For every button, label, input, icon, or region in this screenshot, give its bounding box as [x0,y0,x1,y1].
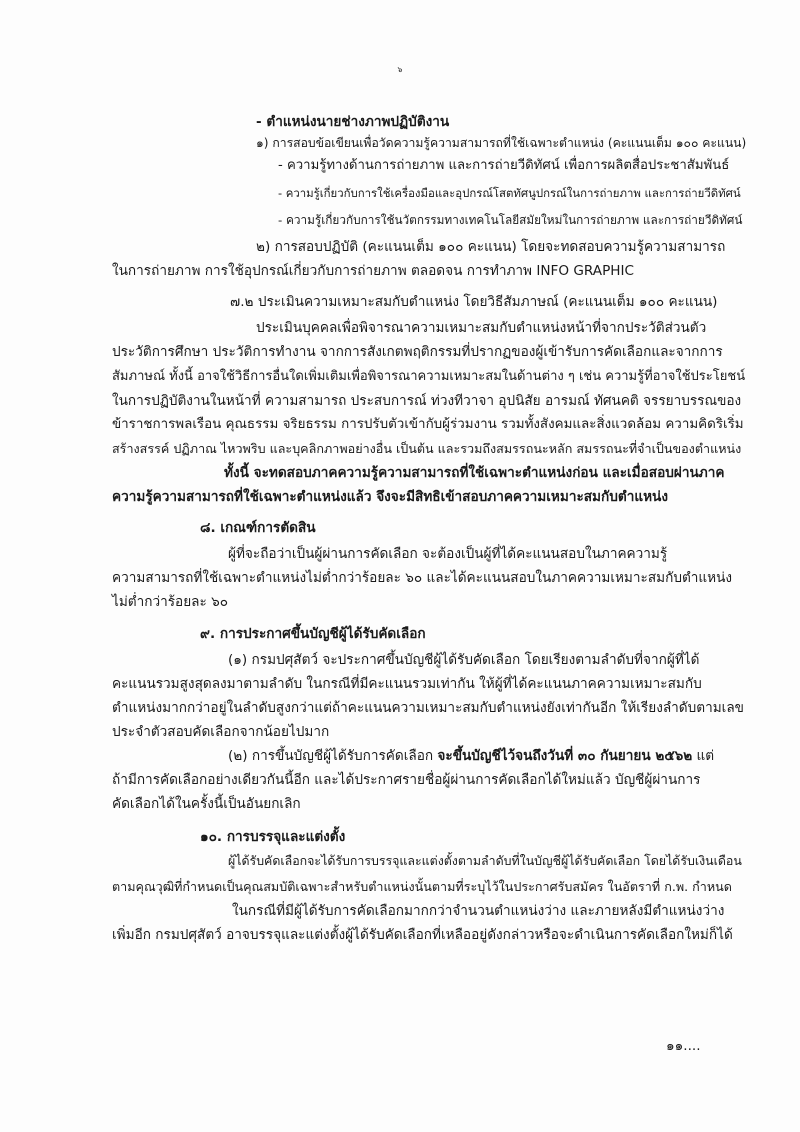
page-number: ๖ [397,65,403,74]
section-7-2-line: ประเมินบุคคลเพื่อพิจารณาความเหมาะสมกับตำแหน่งหน้าที่จากประวัติส่วนตัว [256,320,707,336]
section-7-2-heading: ๗.๒ ประเมินความเหมาะสมกับตำแหน่ง โดยวิธีสัมภาษณ์ (คะแนนเต็ม ๑๐๐ คะแนน) [230,294,718,310]
exam-item-2-line-2: ในการถ่ายภาพ การใช้อุปกรณ์เกี่ยวกับการถ่ายภาพ ตลอดจน การทำภาพ INFO GRAPHIC [112,263,634,279]
section-9-para-1: (๑) กรมปศุสัตว์ จะประกาศขึ้นบัญชีผู้ได้รับคัดเลือก โดยเรียงตามลำดับที่จากผู้ที่ได้ [228,652,700,668]
section-9-para-2-line-1 [228,746,714,766]
exam-sub-1: - ความรู้ทางด้านการถ่ายภาพ และการถ่ายวีดิทัศน์ เพื่อการผลิตสื่อประชาสัมพันธ์ [278,158,730,173]
section-9-para-1: ประจำตัวสอบคัดเลือกจากน้อยไปมาก [112,724,330,740]
section-10-line: ตามคุณวุฒิที่กำหนดเป็นคุณสมบัติเฉพาะสำหรับตำแหน่งนั้นตามที่ระบุไว้ในประกาศรับสมัคร ในอัตราที่ ก.พ. กำหนด [112,879,732,894]
section-10-line: ผู้ได้รับคัดเลือกจะได้รับการบรรจุและแต่งตั้งตามลำดับที่ในบัญชีผู้ได้รับคัดเลือก โดยได้รับเงินเดือน [228,853,742,868]
section-7-2-line: ในการปฏิบัติงานในหน้าที่ ความสามารถ ประสบการณ์ ท่วงทีวาจา อุปนิสัย อารมณ์ ทัศนคติ จรรยาบรรณของ [112,393,742,409]
section-8-line: ผู้ที่จะถือว่าเป็นผู้ผ่านการคัดเลือก จะต้องเป็นผู้ที่ได้คะแนนสอบในภาคความรู้ [228,546,668,562]
exam-sub-3: - ความรู้เกี่ยวกับการใช้นวัตกรรมทางเทคโนโลยีสมัยใหม่ในการถ่ายภาพ และการถ่ายวีดิทัศน์ [278,213,743,227]
section-7-2-line: สร้างสรรค์ ปฏิภาณ ไหวพริบ และบุคลิกภาพอย่างอื่น เป็นต้น และรวมถึงสมรรถนะหลัก สมรรถนะที่จำเป็นของตำแหน่ง [112,441,742,456]
next-page-marker: ๑๑.... [666,1038,701,1054]
section-7-2-line: สัมภาษณ์ ทั้งนี้ อาจใช้วิธีการอื่นใดเพิ่มเติมเพื่อพิจารณาความเหมาะสมในด้านต่าง ๆ เช่น ความรู้ที่อาจใช้ประโยชน์ [112,369,746,384]
section-9-para-2-text: แต่ [692,748,715,764]
section-9-heading: ๙. การประกาศขึ้นบัญชีผู้ได้รับคัดเลือก [200,626,426,642]
section-9-deadline: จะขึ้นบัญชีไว้จนถึงวันที่ ๓๐ กันยายน ๒๕๖๒ [437,748,693,764]
exam-item-2-line-1: ๒) การสอบปฏิบัติ (คะแนนเต็ม ๑๐๐ คะแนน) โดยจะทดสอบความรู้ความสามารถ [256,239,726,255]
section-9-para-2-text: (๒) การขึ้นบัญชีผู้ได้รับการคัดเลือก [228,748,438,764]
exam-item-1: ๑) การสอบข้อเขียนเพื่อวัดความรู้ความสามารถที่ใช้เฉพาะตำแหน่ง (คะแนนเต็ม ๑๐๐ คะแนน) [256,136,747,150]
section-8-line: ไม่ต่ำกว่าร้อยละ ๖๐ [112,594,229,610]
section-7-2-note: ความรู้ความสามารถที่ใช้เฉพาะตำแหน่งแล้ว จึงจะมีสิทธิเข้าสอบภาคความเหมาะสมกับตำแหน่ง [112,489,668,505]
section-7-2-note: ทั้งนี้ จะทดสอบภาคความรู้ความสามารถที่ใช้เฉพาะตำแหน่งก่อน และเมื่อสอบผ่านภาค [224,465,725,481]
section-9-para-1: คะแนนรวมสูงสุดลงมาตามลำดับ ในกรณีที่มีคะแนนรวมเท่ากัน ให้ผู้ที่ได้คะแนนภาคความเหมาะสมกับ [112,676,702,692]
exam-sub-2: - ความรู้เกี่ยวกับการใช้เครื่องมือและอุปกรณ์โสตทัศนูปกรณ์ในการถ่ายภาพ และการถ่ายวีดิทัศน์ [278,186,741,200]
section-9-para-1: ตำแหน่งมากกว่าอยู่ในลำดับสูงกว่าแต่ถ้าคะแนนความเหมาะสมกับตำแหน่งยังเท่ากันอีก ให้เรียงลำดับตามเลข [112,700,744,716]
section-10-line: ในกรณีที่มีผู้ได้รับการคัดเลือกมากกว่าจำนวนตำแหน่งว่าง และภายหลังมีตำแหน่งว่าง [232,903,725,919]
section-10-heading: ๑๐. การบรรจุและแต่งตั้ง [200,829,346,845]
section-7-2-line: ประวัติการศึกษา ประวัติการทำงาน จากการสังเกตพฤติกรรมที่ปรากฏของผู้เข้ารับการคัดเลือกและจากการ [112,344,723,360]
photographer-heading: - ตำแหน่งนายช่างภาพปฏิบัติงาน [256,114,450,130]
section-10-line: เพิ่มอีก กรมปศุสัตว์ อาจบรรจุและแต่งตั้งผู้ได้รับคัดเลือกที่เหลืออยู่ดังกล่าวหรือจะดำเนินการคัดเลือกใหม่ก็ได้ [112,927,733,943]
section-9-para-2: คัดเลือกได้ในครั้งนี้เป็นอันยกเลิก [112,796,301,812]
section-7-2-line: ข้าราชการพลเรือน คุณธรรม จริยธรรม การปรับตัวเข้ากับผู้ร่วมงาน รวมทั้งสังคมและสิ่งแวดล้อม ความคิดริเริ่ม [112,417,744,432]
section-9-para-2: ถ้ามีการคัดเลือกอย่างเดียวกันนี้อีก และได้ประกาศรายชื่อผู้ผ่านการคัดเลือกได้ใหม่แล้ว บัญชีผู้ผ่านการ [112,772,701,788]
section-8-line: ความสามารถที่ใช้เฉพาะตำแหน่งไม่ต่ำกว่าร้อยละ ๖๐ และได้คะแนนสอบในภาคความเหมาะสมกับตำแหน่ง [112,570,733,586]
section-8-heading: ๘. เกณฑ์การตัดสิน [200,520,316,536]
